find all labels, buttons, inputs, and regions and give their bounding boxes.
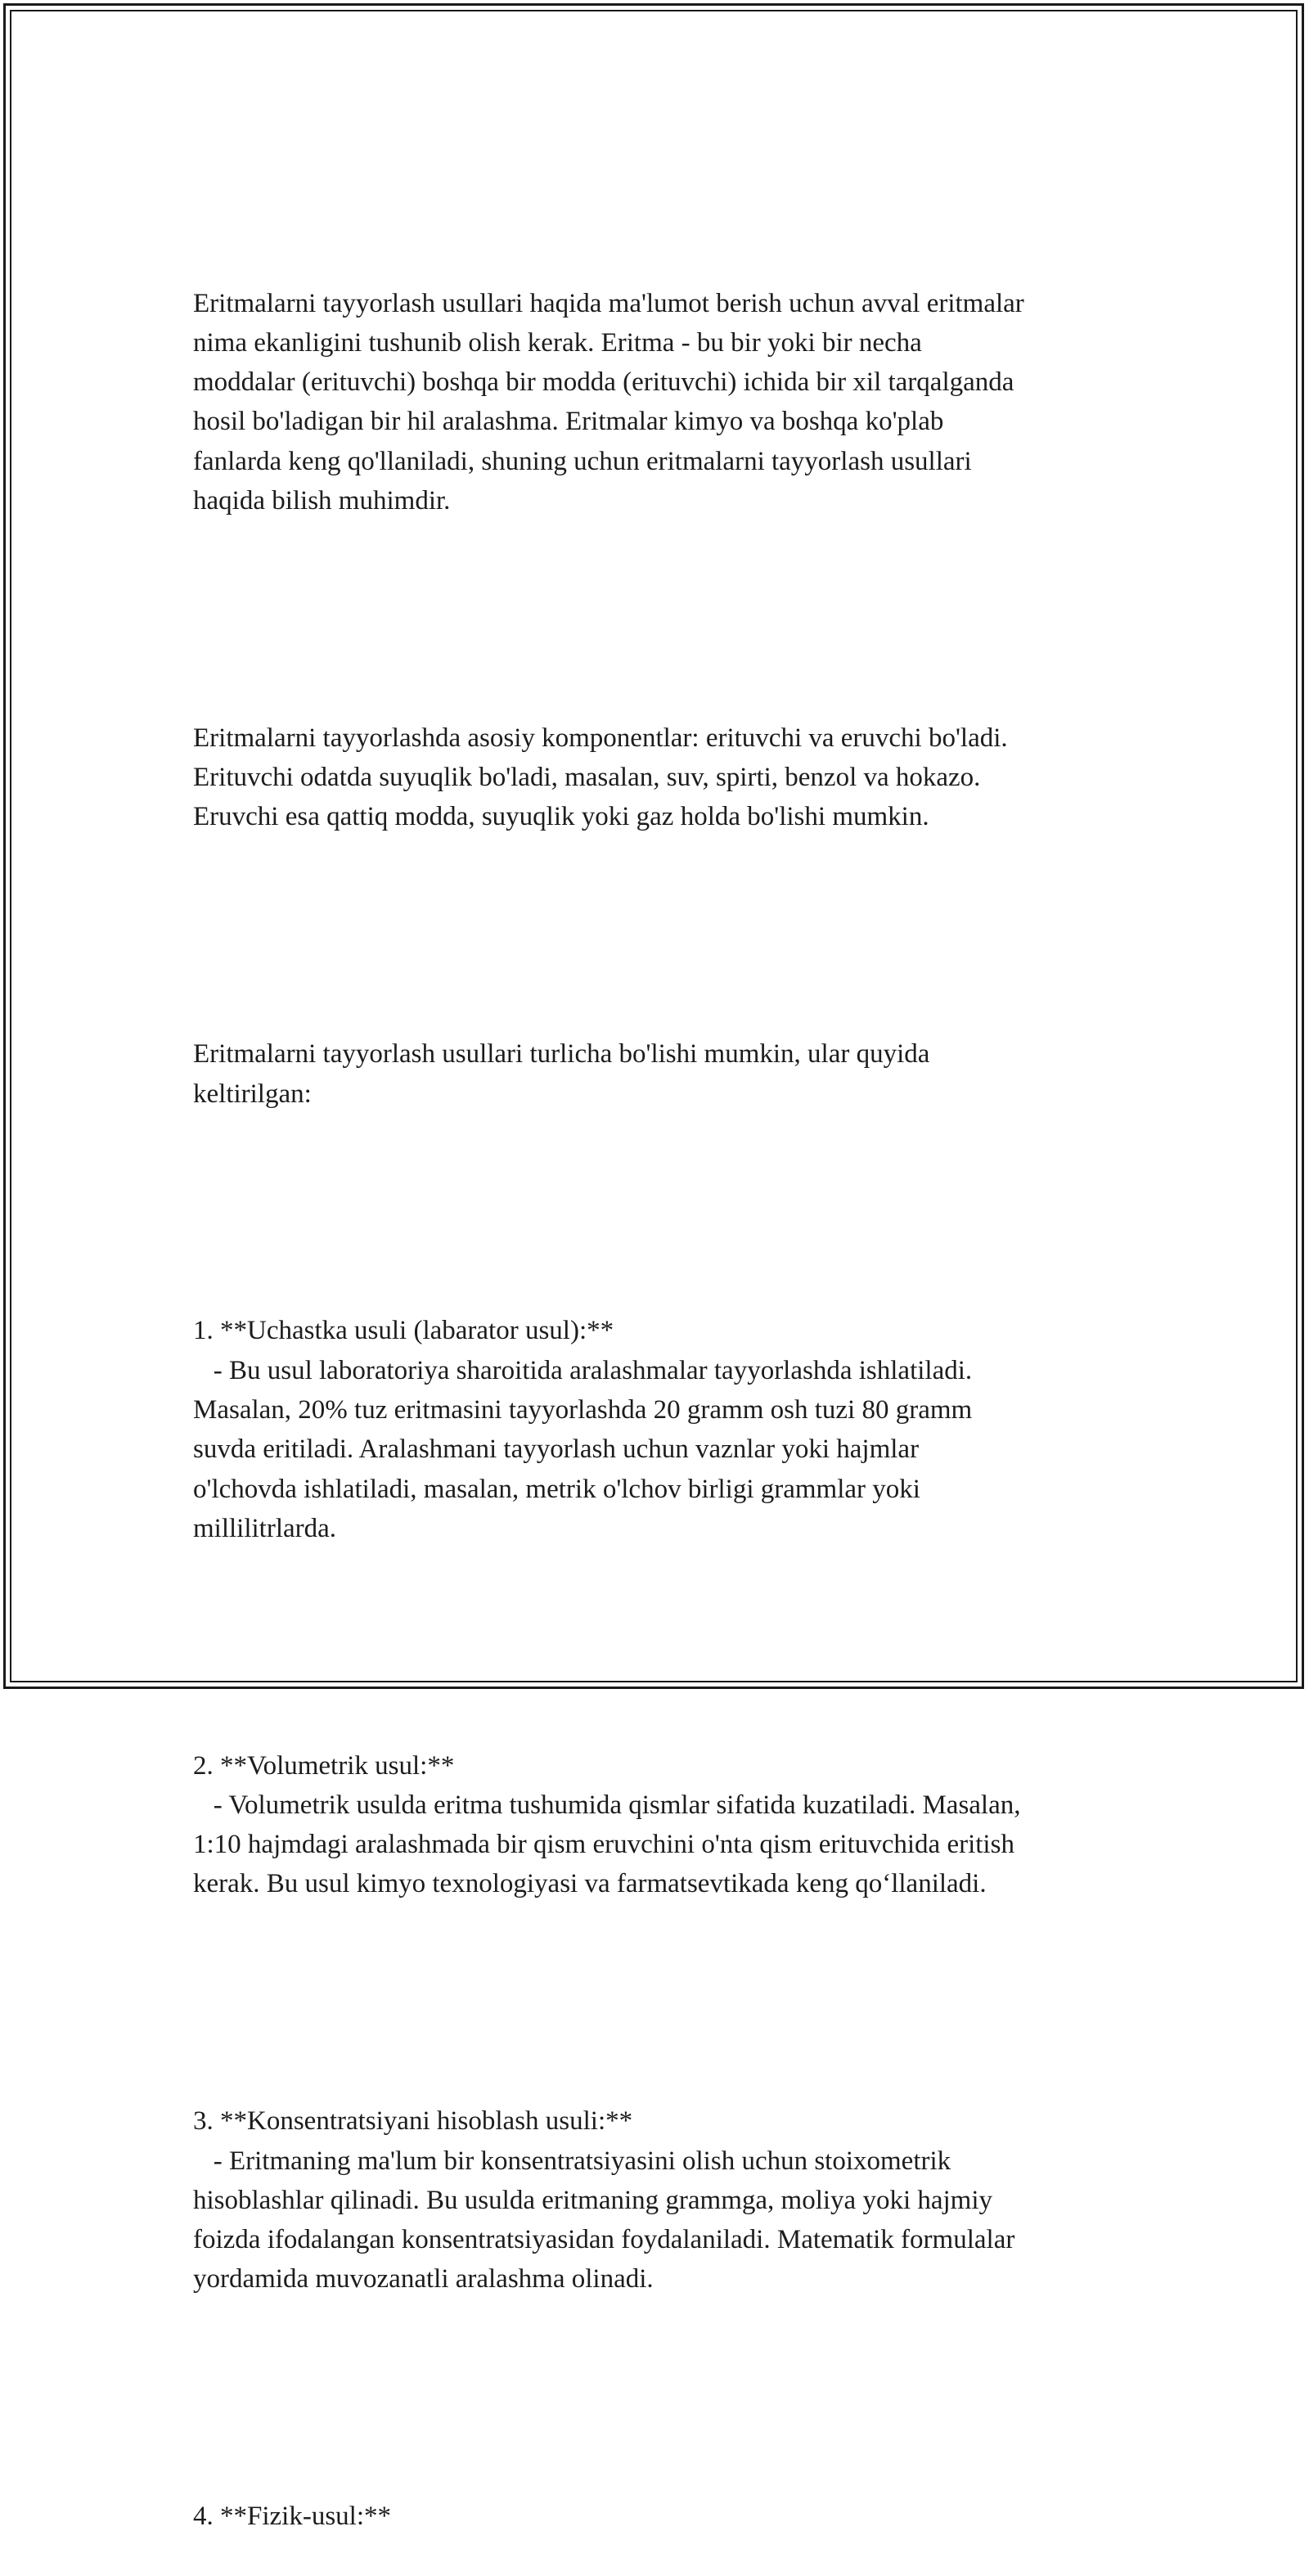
document-body [193,205,1134,2576]
list-item-method-4: 4. **Fizik-usul:** [193,2502,392,2532]
list-item-method-1: 1. **Uchastka usuli (labarator usul):** - Bu usul laboratoriya sharoitida aralashmalar tayyorlashda ishlatiladi. Masalan, 20% tuz eritmasini tayyorlashda 20 gramm osh tuzi 80 gramm suvda eritiladi. Aralashmani tayyorlash uchun vaznlar yoki hajmlar o'lchovda ishlatiladi, masalan, metrik o'lchov birligi grammlar yoki millilitrlarda. [193,1316,973,1543]
paragraph-methods-intro: Eritmalarni tayyorlash usullari turlicha bo'lishi mumkin, ular quyida keltirilgan: [193,1039,930,1109]
list-item-method-3: 3. **Konsentratsiyani hisoblash usuli:** - Eritmaning ma'lum bir konsentratsiyasini olish uchun stoixometrik hisoblashlar qilinadi. Bu usulda eritmaning grammga, moliya yoki hajmiy foizda ifodalangan konsentratsiyasidan foydalaniladi. Matematik formulalar yordamida muvozanatli aralashma olinadi. [193,2106,1015,2295]
list-item-method-2: 2. **Volumetrik usul:** - Volumetrik usulda eritma tushumida qismlar sifatida kuzatiladi. Masalan, 1:10 hajmdagi aralashmada bir qism eruvchini o'nta qism erituvchida eritish kerak. Bu usul kimyo texnologiyasi va farmatsevtikada keng qo‘llaniladi. [193,1750,1021,1899]
paragraph-intro: Eritmalarni tayyorlash usullari haqida ma'lumot berish uchun avval eritmalar nima ekanligini tushunib olish kerak. Eritma - bu bir yoki bir necha moddalar (erituvchi) boshqa bir modda (erituvchi) ichida bir xil tarqalganda hosil bo'ladigan bir hil aralashma. Eritmalar kimyo va boshqa ko'plab fanlarda keng qo'llaniladi, shuning uchun eritmalarni tayyorlash usullari haqida bilish muhimdir. [193,288,1024,516]
paragraph-components: Eritmalarni tayyorlashda asosiy komponentlar: erituvchi va eruvchi bo'ladi. Erituvchi odatda suyuqlik bo'ladi, masalan, suv, spirti, benzol va hokazo. Eruvchi esa qattiq modda, suyuqlik yoki gaz holda bo'lishi mumkin. [193,723,1008,832]
